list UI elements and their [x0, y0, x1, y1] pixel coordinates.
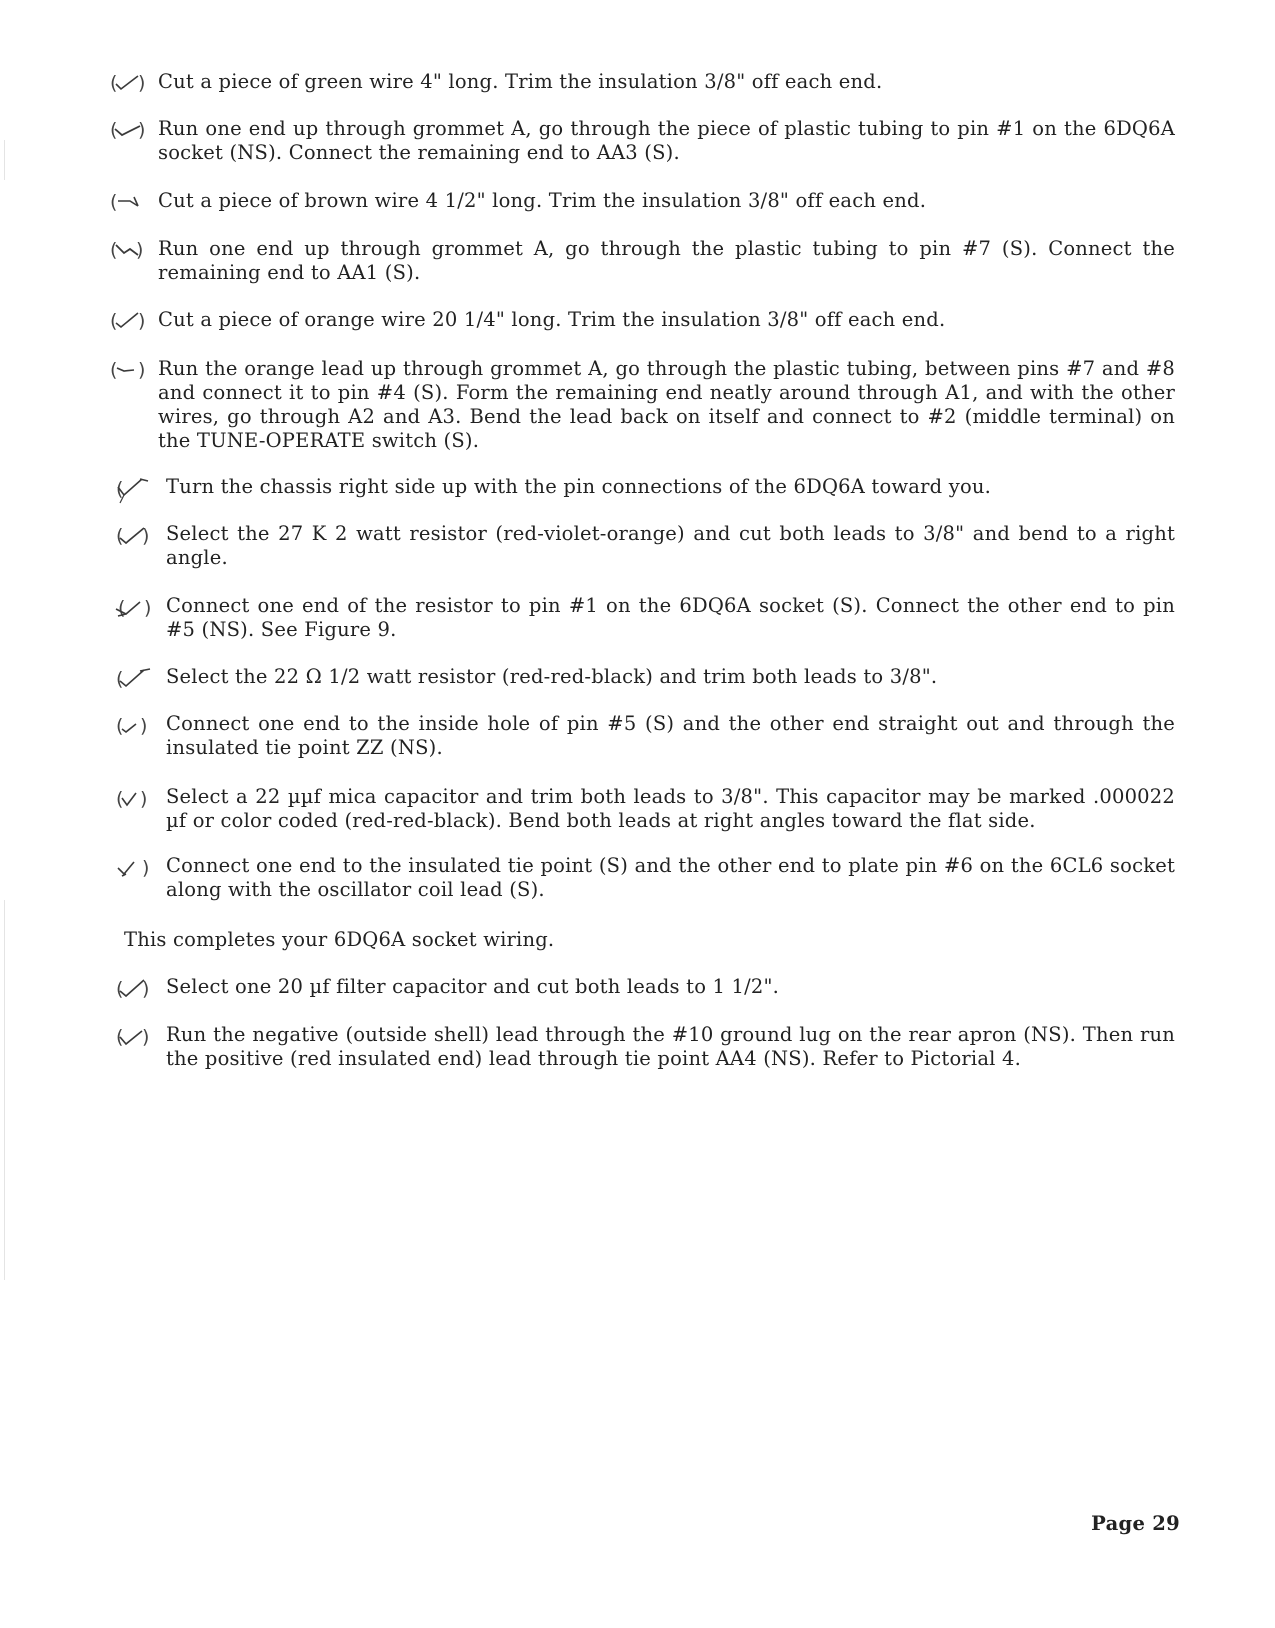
checkmark-icon[interactable]	[110, 189, 154, 215]
instruction-step	[110, 1023, 1175, 1071]
step-text: Select the 27 K 2 watt resistor (red-violet-orange) and cut both leads to 3/8" and bend to a right angle.	[166, 522, 1175, 569]
svg-text:(: (	[110, 310, 118, 332]
instruction-step	[110, 237, 1175, 285]
step-text: Connect one end of the resistor to pin #1 on the 6DQ6A socket (S). Connect the other end to pin #5 (NS). See Figure 9.	[166, 594, 1175, 641]
step-text: Run one end up through grommet A, go through the plastic tubing to pin #7 (S). Connect the remaining end to AA1 (S).	[158, 237, 1175, 284]
step-text: Turn the chassis right side up with the pin connections of the 6DQ6A toward you.	[166, 475, 992, 498]
instruction-step	[110, 854, 1175, 902]
svg-text:(: (	[110, 239, 118, 261]
step-text: Connect one end to the insulated tie point (S) and the other end to plate pin #6 on the 6CL6 socket along with the oscillator coil lead (S).	[166, 854, 1175, 901]
checkmark-icon[interactable]	[110, 237, 154, 263]
instruction-step	[110, 117, 1175, 165]
instruction-step	[110, 70, 1175, 94]
svg-text:): )	[140, 715, 148, 737]
checkmark-icon[interactable]	[110, 712, 154, 738]
instruction-step	[110, 522, 1175, 570]
svg-text:): )	[142, 525, 150, 547]
checkmark-icon[interactable]	[110, 522, 154, 548]
svg-text:): )	[140, 788, 148, 810]
checkmark-icon[interactable]	[110, 475, 154, 501]
step-text: Select a 22 µµf mica capacitor and trim both leads to 3/8". This capacitor may be marked .000022 µf or color coded (red-red-black). Bend both leads at right angles toward the flat side.	[166, 785, 1175, 832]
instruction-step	[110, 475, 1175, 499]
instruction-step	[110, 308, 1175, 332]
section-summary-note: This completes your 6DQ6A socket wiring.	[124, 928, 555, 951]
svg-text:): )	[142, 978, 150, 1000]
svg-text:): )	[144, 597, 152, 619]
svg-text:(: (	[116, 478, 124, 500]
instruction-step	[110, 189, 1175, 213]
svg-text:(: (	[116, 668, 124, 690]
svg-text:): )	[142, 1026, 150, 1048]
svg-text:(: (	[110, 191, 118, 213]
svg-text:(: (	[110, 359, 118, 381]
checkmark-icon[interactable]	[110, 665, 154, 691]
checkmark-icon[interactable]	[110, 1023, 154, 1049]
checkmark-icon[interactable]	[110, 357, 154, 383]
step-text: Cut a piece of brown wire 4 1/2" long. Trim the insulation 3/8" off each end.	[158, 189, 927, 212]
instruction-step	[110, 712, 1175, 760]
svg-text:(: (	[118, 597, 126, 619]
step-text: Connect one end to the inside hole of pin #5 (S) and the other end straight out and through the insulated tie point ZZ (NS).	[166, 712, 1175, 759]
checkmark-icon[interactable]	[110, 70, 154, 96]
checkmark-icon[interactable]	[110, 308, 154, 334]
step-text: Run the negative (outside shell) lead through the #10 ground lug on the rear apron (NS). Then run the positive (red insulated end) lead through tie point AA4 (NS). Refer to Pictorial 4.	[166, 1023, 1175, 1070]
svg-text:): )	[138, 359, 146, 381]
step-text: Select one 20 µf filter capacitor and cut both leads to 1 1/2".	[166, 975, 780, 998]
step-text: Cut a piece of orange wire 20 1/4" long. Trim the insulation 3/8" off each end.	[158, 308, 946, 331]
svg-text:): )	[136, 239, 144, 261]
checkmark-icon[interactable]	[110, 854, 154, 880]
step-text: Cut a piece of green wire 4" long. Trim the insulation 3/8" off each end.	[158, 70, 883, 93]
checkmark-icon[interactable]	[110, 975, 154, 1001]
instruction-step	[110, 665, 1175, 689]
svg-text:): )	[138, 310, 146, 332]
step-text: Run one end up through grommet A, go through the piece of plastic tubing to pin #1 on the 6DQ6A socket (NS). Connect the remaining end to AA3 (S).	[158, 117, 1175, 164]
svg-text:(: (	[110, 119, 118, 141]
scan-margin-mark	[4, 900, 5, 1280]
step-text: Run the orange lead up through grommet A, go through the plastic tubing, between pins #7 and #8 and connect it to pin #4 (S). Form the remaining end neatly around through A1, and with the other wires, go through A2 and A3. Bend the lead back on itself and connect to #2 (middle terminal) on the TUNE-OPERATE switch (S).	[158, 357, 1175, 452]
svg-text:(: (	[116, 715, 124, 737]
instruction-step	[110, 594, 1175, 642]
svg-text:(: (	[110, 72, 118, 94]
svg-text:): )	[142, 857, 150, 879]
instruction-step	[110, 785, 1175, 833]
instruction-step	[110, 357, 1175, 453]
svg-text:): )	[138, 119, 146, 141]
svg-text:(: (	[116, 525, 124, 547]
scan-margin-mark	[4, 140, 5, 180]
svg-text:(: (	[116, 1026, 124, 1048]
page-number: Page 29	[1091, 1512, 1180, 1535]
checkmark-icon[interactable]	[110, 117, 154, 143]
step-text: Select the 22 Ω 1/2 watt resistor (red-red-black) and trim both leads to 3/8".	[166, 665, 938, 688]
svg-text:(: (	[116, 978, 124, 1000]
checkmark-icon[interactable]	[110, 785, 154, 811]
checkmark-icon[interactable]	[110, 594, 154, 620]
svg-text:(: (	[116, 788, 124, 810]
instruction-step	[110, 975, 1175, 999]
svg-text:): )	[138, 72, 146, 94]
